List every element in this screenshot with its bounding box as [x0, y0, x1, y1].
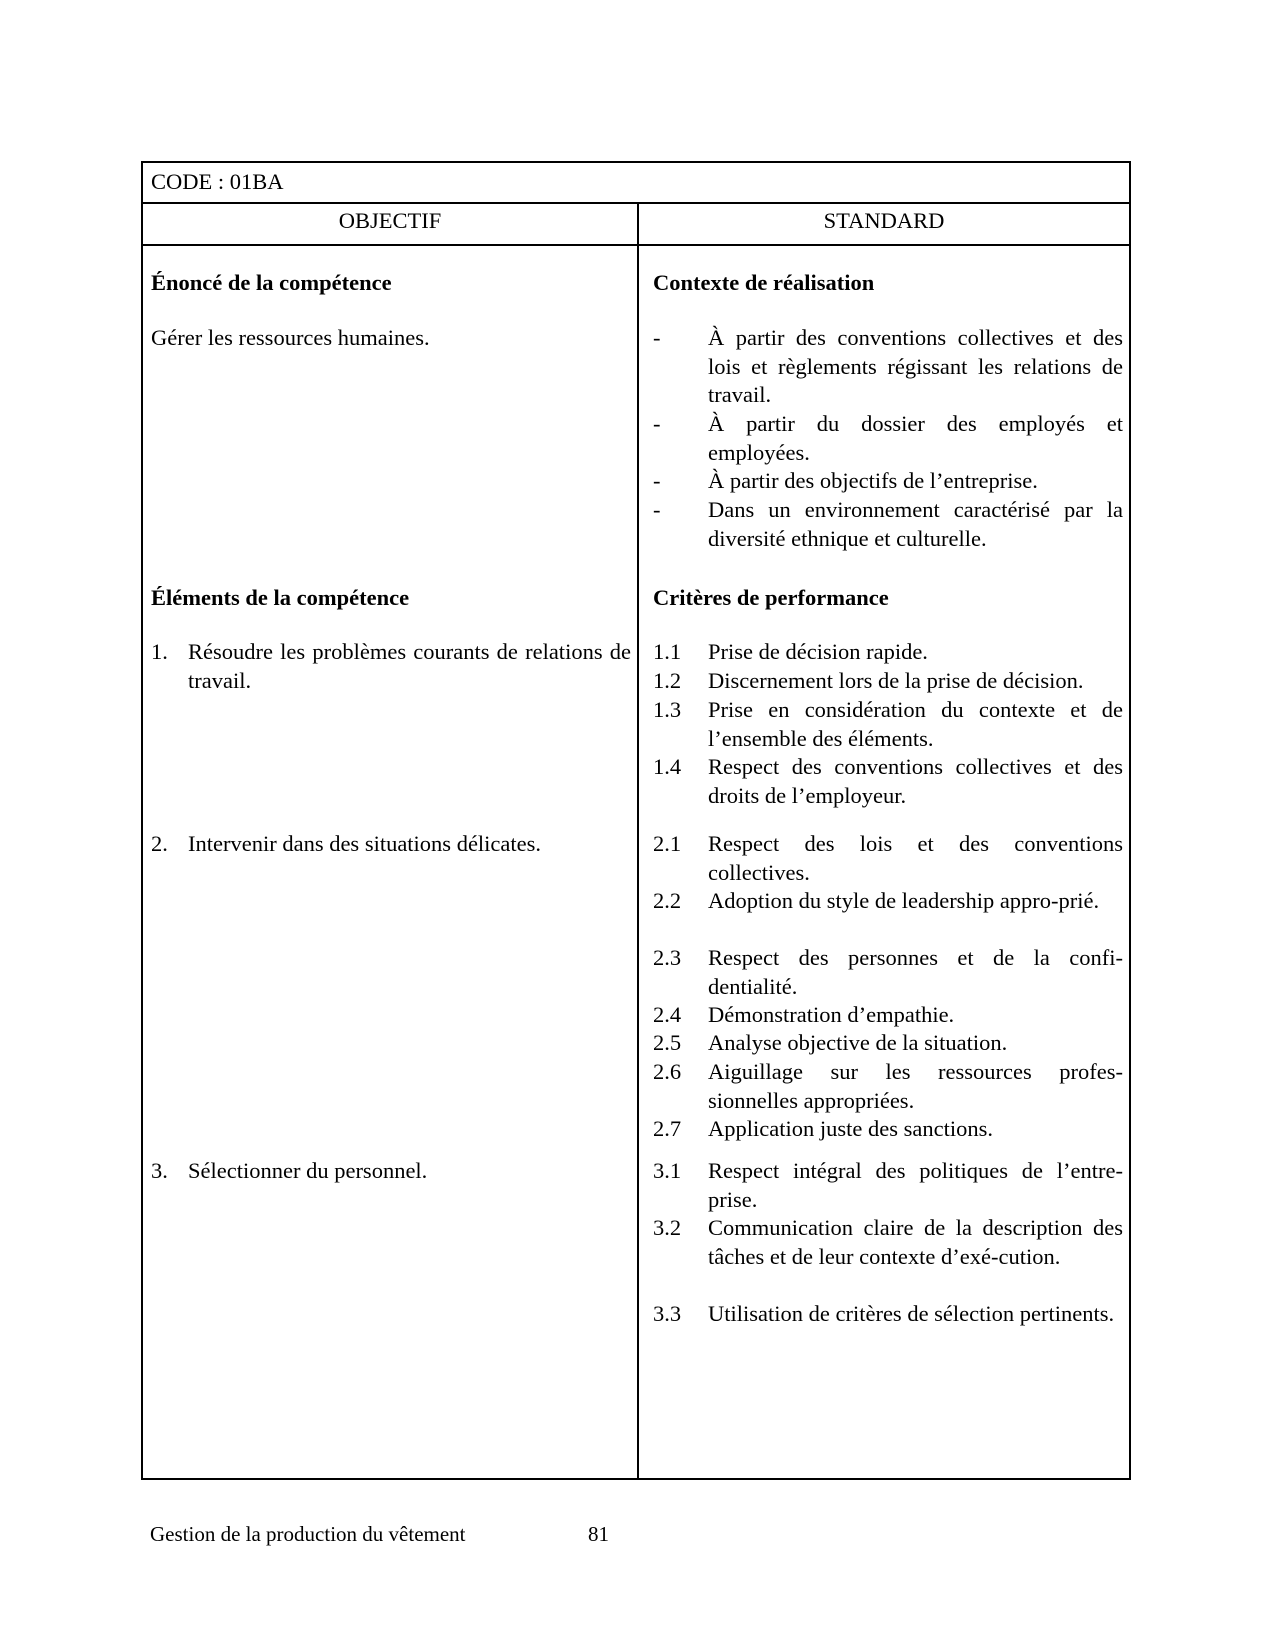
- critere-text: Respect des conventions collectives et des droits de l’employeur.: [708, 754, 1123, 808]
- critere-number: 2.3: [653, 945, 682, 970]
- critere-item: [653, 1058, 1123, 1115]
- bullet-dash: -: [653, 468, 661, 493]
- critere-number: 3.3: [653, 1301, 682, 1326]
- column-divider: [637, 204, 639, 1478]
- contexte-text: À partir des objectifs de l’entreprise.: [708, 468, 1038, 493]
- critere-number: 2.5: [653, 1030, 682, 1055]
- element-text: Sélectionner du personnel.: [188, 1158, 428, 1183]
- critere-item: [653, 1029, 1123, 1058]
- critere-item: [653, 1115, 1123, 1144]
- critere-number: 3.1: [653, 1158, 682, 1183]
- critere-text: Analyse objective de la situation.: [708, 1030, 1008, 1055]
- critere-text: Respect des lois et des conventions collectives.: [708, 831, 1123, 885]
- critere-text: Communication claire de la description des tâches et de leur contexte d’exé-cution.: [708, 1215, 1123, 1269]
- critere-item: [653, 944, 1123, 1001]
- critere-item: [653, 638, 1123, 667]
- critere-text: Application juste des sanctions.: [708, 1116, 993, 1141]
- critere-item: [653, 1001, 1123, 1030]
- objectif-column-header: OBJECTIF: [338, 208, 442, 233]
- critere-item: [653, 696, 1123, 753]
- critere-number: 1.2: [653, 668, 682, 693]
- page-number: 81: [588, 1522, 609, 1546]
- element-item: [151, 1157, 631, 1187]
- element-number: 1.: [151, 639, 168, 664]
- element-item: [151, 638, 631, 698]
- critere-number: 1.3: [653, 697, 682, 722]
- standard-column-header: STANDARD: [823, 208, 945, 233]
- element-text: Résoudre les problèmes courants de relations de travail.: [188, 639, 631, 693]
- enonce-text: Gérer les ressources humaines.: [151, 325, 430, 350]
- competency-table: [141, 161, 1131, 1480]
- contexte-text: À partir des conventions collectives et des lois et règlements régissant les relations de travail.: [708, 325, 1123, 407]
- element-number: 3.: [151, 1158, 168, 1183]
- contexte-item: [653, 410, 1123, 467]
- competency-code: CODE : 01BA: [151, 169, 284, 194]
- contexte-item: [653, 496, 1123, 553]
- enonce-heading: Énoncé de la compétence: [151, 270, 392, 295]
- critere-text: Adoption du style de leadership appro-prié.: [708, 888, 1100, 913]
- column-header-row: [143, 204, 1129, 246]
- critere-text: Démonstration d’empathie.: [708, 1002, 955, 1027]
- critere-item: [653, 1300, 1123, 1357]
- critere-item: [653, 753, 1123, 810]
- critere-text: Utilisation de critères de sélection pertinents.: [708, 1301, 1115, 1326]
- critere-item: [653, 1157, 1123, 1214]
- critere-text: Prise de décision rapide.: [708, 639, 928, 664]
- element-item: [151, 830, 631, 860]
- critere-number: 1.4: [653, 754, 682, 779]
- critere-item: [653, 1214, 1123, 1300]
- critere-item: [653, 830, 1123, 887]
- criteres-heading: Critères de performance: [653, 585, 889, 610]
- footer-title: Gestion de la production du vêtement: [150, 1522, 466, 1546]
- critere-text: Respect intégral des politiques de l’entre-prise.: [708, 1158, 1123, 1212]
- contexte-item: [653, 467, 1123, 496]
- contexte-text: Dans un environnement caractérisé par la diversité ethnique et culturelle.: [708, 497, 1123, 551]
- critere-item: [653, 667, 1123, 696]
- bullet-dash: -: [653, 325, 661, 350]
- critere-text: Respect des personnes et de la confi-dentialité.: [708, 945, 1123, 999]
- elements-heading: Éléments de la compétence: [151, 585, 410, 610]
- bullet-dash: -: [653, 411, 661, 436]
- critere-text: Aiguillage sur les ressources profes-sionnelles appropriées.: [708, 1059, 1123, 1113]
- critere-number: 2.7: [653, 1116, 682, 1141]
- critere-item: [653, 887, 1123, 944]
- critere-number: 1.1: [653, 639, 682, 664]
- critere-number: 3.2: [653, 1215, 682, 1240]
- bullet-dash: -: [653, 497, 661, 522]
- critere-text: Discernement lors de la prise de décision.: [708, 668, 1084, 693]
- critere-text: Prise en considération du contexte et de l’ensemble des éléments.: [708, 697, 1123, 751]
- contexte-text: À partir du dossier des employés et employées.: [708, 411, 1123, 465]
- contexte-item: [653, 324, 1123, 410]
- critere-number: 2.2: [653, 888, 682, 913]
- contexte-heading: Contexte de réalisation: [653, 270, 875, 295]
- element-text: Intervenir dans des situations délicates.: [188, 831, 542, 856]
- code-row: [143, 163, 1129, 204]
- critere-number: 2.4: [653, 1002, 682, 1027]
- critere-number: 2.1: [653, 831, 682, 856]
- critere-number: 2.6: [653, 1059, 682, 1084]
- element-number: 2.: [151, 831, 168, 856]
